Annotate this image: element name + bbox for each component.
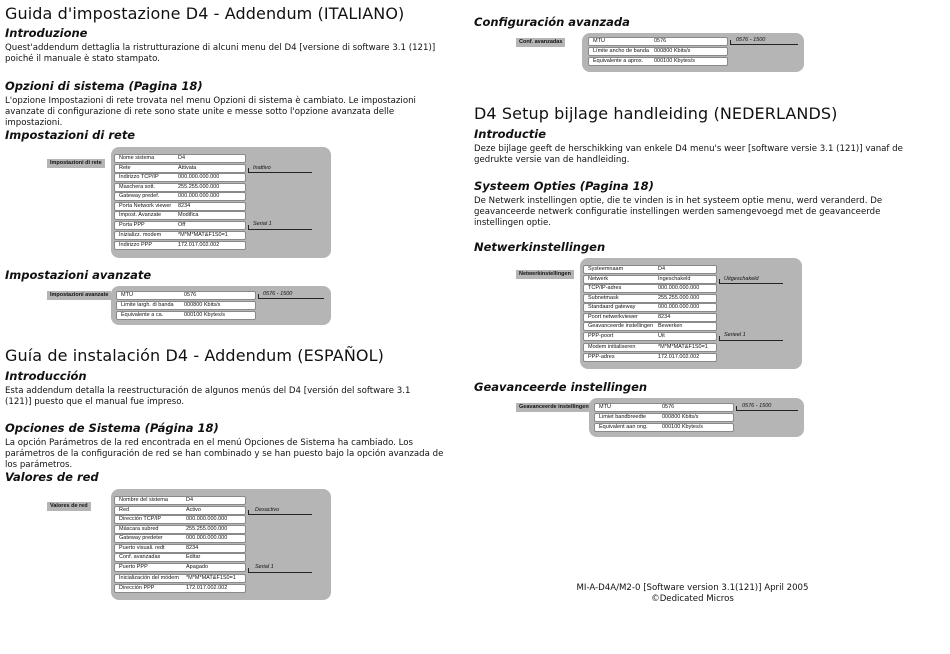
italian-network-note-inactive: Inattivo bbox=[253, 165, 271, 171]
bracket-line bbox=[719, 283, 783, 284]
italian-advanced-note-range: 0576 - 1500 bbox=[263, 291, 293, 297]
menu-row[interactable] bbox=[583, 303, 717, 312]
italian-title: Guida d'impostazione D4 - Addendum (ITALIANO) bbox=[5, 4, 405, 23]
row-label: Porta Network viewer bbox=[119, 203, 172, 209]
row-label: MTU bbox=[599, 404, 611, 410]
dutch-title: D4 Setup bijlage handleiding (NEDERLANDS) bbox=[474, 104, 838, 123]
row-value: Modifica bbox=[178, 212, 199, 218]
row-label: Nome sistema bbox=[119, 155, 155, 161]
row-value: 000.000.000.000 bbox=[186, 535, 228, 541]
row-label: Indirizzo TCP/IP bbox=[119, 174, 159, 180]
row-value: 000100 Kbytes/s bbox=[662, 424, 703, 430]
italian-options-heading: Opzioni di sistema (Pagina 18) bbox=[5, 79, 203, 93]
bracket-line bbox=[248, 229, 312, 230]
menu-row[interactable] bbox=[114, 496, 246, 505]
row-label: Standaard gateway bbox=[588, 304, 636, 310]
bracket-line bbox=[719, 340, 783, 341]
row-label: Gateway predef. bbox=[119, 193, 160, 199]
menu-row[interactable] bbox=[114, 173, 246, 182]
italian-options-text: L'opzione Impostazioni di rete trovata nel menu Opzioni di sistema è cambiato. Le impostazioni avanzate di configurazione di rete sono state unite e messe sotto l'opzione avanzata delle impostazioni. bbox=[5, 96, 416, 128]
row-label: Subnetmask bbox=[588, 295, 619, 301]
row-value: 000100 Kbytes/s bbox=[654, 58, 695, 64]
italian-network-heading: Impostazioni di rete bbox=[5, 128, 136, 142]
spanish-network-heading: Valores de red bbox=[5, 470, 99, 484]
document-footer bbox=[560, 583, 825, 605]
spanish-options-text: La opción Parámetros de la red encontrada en el menú Opciones de Sistema ha cambiado. Los parámetros de la configuración de red se han combinado y se han puesto bajo la opción avanzada de los parámetros. bbox=[5, 438, 444, 470]
row-value: 172.017.002.002 bbox=[658, 354, 700, 360]
row-label: Netwerk bbox=[588, 276, 609, 282]
menu-row[interactable] bbox=[116, 301, 256, 310]
menu-row[interactable] bbox=[588, 57, 728, 66]
row-label: Dirección PPP bbox=[119, 585, 155, 591]
row-label: Impost. Avanzate bbox=[119, 212, 162, 218]
row-value: Activo bbox=[186, 507, 201, 513]
menu-row[interactable] bbox=[583, 275, 717, 284]
spanish-network-tag: Valores de red bbox=[47, 502, 91, 511]
menu-row[interactable] bbox=[114, 241, 246, 250]
menu-row[interactable] bbox=[594, 413, 734, 422]
row-label: Máscara subred bbox=[119, 526, 159, 532]
row-value: 0576 bbox=[184, 292, 197, 298]
spanish-options-heading: Opciones de Sistema (Página 18) bbox=[5, 421, 219, 435]
footer-copyright: ©Dedicated Micros bbox=[651, 594, 734, 604]
menu-row[interactable] bbox=[583, 343, 717, 352]
row-value: Editar bbox=[186, 554, 201, 560]
row-label: PPP-adres bbox=[588, 354, 615, 360]
row-value: 0576 bbox=[662, 404, 675, 410]
row-value: Attivata bbox=[178, 165, 197, 171]
row-label: MTU bbox=[121, 292, 133, 298]
row-label: Modem initialiseren bbox=[588, 344, 636, 350]
italian-network-note-serial: Serial 1 bbox=[253, 221, 272, 227]
row-value: D4 bbox=[186, 497, 194, 503]
dutch-network-note-serial: Serieel 1 bbox=[724, 332, 746, 338]
menu-row[interactable] bbox=[114, 563, 246, 572]
row-value: 255.255.000.000 bbox=[178, 184, 220, 190]
italian-advanced-heading: Impostazioni avanzate bbox=[5, 268, 152, 282]
row-value: 000.000.000.000 bbox=[658, 285, 700, 291]
row-value: 000800 Kbits/s bbox=[654, 48, 691, 54]
row-label: Poort netwerkviewer bbox=[588, 314, 638, 320]
menu-row[interactable] bbox=[594, 403, 734, 412]
menu-row[interactable] bbox=[114, 574, 246, 583]
menu-row[interactable] bbox=[114, 525, 246, 534]
bracket-line bbox=[258, 298, 324, 299]
menu-row[interactable] bbox=[583, 313, 717, 322]
menu-row[interactable] bbox=[114, 192, 246, 201]
row-value: 000.000.000.000 bbox=[178, 193, 220, 199]
row-label: Geavanceerde instellingen bbox=[588, 323, 654, 329]
row-label: TCP/IP-adres bbox=[588, 285, 622, 291]
row-label: Nombre del sistema bbox=[119, 497, 168, 503]
bracket-line bbox=[736, 410, 798, 411]
dutch-advanced-note-range: 0576 - 1500 bbox=[742, 403, 772, 409]
dutch-network-heading: Netwerkinstellingen bbox=[474, 240, 606, 254]
row-value: 255.255.000.000 bbox=[186, 526, 228, 532]
menu-row[interactable] bbox=[583, 322, 717, 331]
footer-version: MI-A-D4A/M2-0 [Software version 3.1(121)] April 2005 bbox=[576, 583, 809, 593]
menu-row[interactable] bbox=[114, 202, 246, 211]
bracket-line bbox=[248, 514, 312, 515]
dutch-advanced-tag: Geavanceerde instellingen bbox=[516, 403, 592, 412]
row-value: 000100 Kbytes/s bbox=[184, 312, 225, 318]
row-value: 000.000.000.000 bbox=[186, 516, 228, 522]
menu-row[interactable] bbox=[114, 231, 246, 240]
spanish-intro-heading: Introducción bbox=[5, 369, 87, 383]
row-label: Dirección TCP/IP bbox=[119, 516, 162, 522]
row-label: Limiet bandbreedte bbox=[599, 414, 647, 420]
menu-row[interactable] bbox=[588, 37, 728, 46]
row-value: 000800 Kbits/s bbox=[662, 414, 699, 420]
row-label: Gateway predeter bbox=[119, 535, 163, 541]
row-label: Rete bbox=[119, 165, 131, 171]
row-label: Puerto PPP bbox=[119, 564, 148, 570]
row-label: MTU bbox=[593, 38, 605, 44]
row-label: Puerto visuali. redt bbox=[119, 545, 165, 551]
row-label: Limite largh. di banda bbox=[121, 302, 174, 308]
row-label: Inizializz. modem bbox=[119, 232, 162, 238]
row-value: 8234 bbox=[186, 545, 199, 551]
menu-row[interactable] bbox=[114, 154, 246, 163]
menu-row[interactable] bbox=[583, 294, 717, 303]
spanish-advanced-heading: Configuración avanzada bbox=[474, 15, 630, 29]
spanish-intro-text: Esta addendum detalla la reestructuración de algunos menús del D4 [versión del software 3.1 (121)] puesto que el manual fue impreso. bbox=[5, 386, 411, 407]
menu-row[interactable] bbox=[114, 211, 246, 220]
dutch-network-tag: Netwerkinstellingen bbox=[516, 270, 574, 279]
row-label: Inicialización del módem bbox=[119, 575, 179, 581]
row-value: 172.017.002.002 bbox=[186, 585, 228, 591]
row-label: Systeemnaam bbox=[588, 266, 624, 272]
row-value: 172.017.002.002 bbox=[178, 242, 220, 248]
row-value: *M*M*MAT&F1S0=1 bbox=[658, 344, 708, 350]
menu-row[interactable] bbox=[114, 584, 246, 593]
row-value: D4 bbox=[178, 155, 186, 161]
spanish-network-note-inactive: Desactivo bbox=[255, 507, 280, 513]
menu-row[interactable] bbox=[116, 311, 256, 320]
menu-row[interactable] bbox=[588, 47, 728, 56]
spanish-title: Guía de instalación D4 - Addendum (ESPAÑOL) bbox=[5, 346, 384, 365]
menu-row[interactable] bbox=[114, 164, 246, 173]
row-label: Red bbox=[119, 507, 130, 513]
menu-row[interactable] bbox=[594, 423, 734, 432]
bracket-line bbox=[248, 172, 312, 173]
dutch-options-heading: Systeem Opties (Pagina 18) bbox=[474, 179, 654, 193]
menu-row[interactable] bbox=[114, 553, 246, 562]
menu-row[interactable] bbox=[114, 221, 246, 230]
row-value: Ingeschakeld bbox=[658, 276, 691, 282]
row-label: Indirizzo PPP bbox=[119, 242, 153, 248]
row-value: 000.000.000.000 bbox=[178, 174, 220, 180]
bracket-line bbox=[248, 572, 312, 573]
dutch-advanced-heading: Geavanceerde instellingen bbox=[474, 380, 648, 394]
dutch-intro-text: Deze bijlage geeft de herschikking van enkele D4 menu's weer [software versie 3.1 (121)] vanaf de gedrukte versie van de handleiding. bbox=[474, 144, 903, 165]
row-label: Maschera sott. bbox=[119, 184, 156, 190]
menu-row[interactable] bbox=[114, 183, 246, 192]
menu-row[interactable] bbox=[583, 353, 717, 362]
italian-intro-heading: Introduzione bbox=[5, 26, 88, 40]
row-value: Uit bbox=[658, 333, 665, 339]
spanish-advanced-note-range: 0576 - 1500 bbox=[736, 37, 766, 43]
row-label: Equivalent aan ong. bbox=[599, 424, 648, 430]
row-value: 255.255.000.000 bbox=[658, 295, 700, 301]
dutch-network-note-disabled: Uitgeschakeld bbox=[724, 276, 759, 282]
dutch-intro-heading: Introductie bbox=[474, 127, 547, 141]
row-value: 0576 bbox=[654, 38, 667, 44]
row-value: *M*M*MAT&F1S0=1 bbox=[186, 575, 236, 581]
menu-row[interactable] bbox=[583, 284, 717, 293]
row-value: *M*M*MAT&F1S0=1 bbox=[178, 232, 228, 238]
row-value: 000.000.000.000 bbox=[658, 304, 700, 310]
row-value: Off bbox=[178, 222, 186, 228]
row-label: PPP-poort bbox=[588, 333, 614, 339]
italian-intro-text: Quest'addendum dettaglia la ristrutturazione di alcuni menu del D4 [versione di software 3.1 (121)] poiché il manuale è stato stampato. bbox=[5, 43, 436, 64]
menu-row[interactable] bbox=[114, 515, 246, 524]
menu-row[interactable] bbox=[114, 534, 246, 543]
spanish-advanced-tag: Conf. avanzadas bbox=[516, 38, 565, 47]
menu-row[interactable] bbox=[116, 291, 256, 300]
menu-row[interactable] bbox=[114, 506, 246, 515]
row-value: 000800 Kbits/s bbox=[184, 302, 221, 308]
row-label: Equivalente a ca. bbox=[121, 312, 164, 318]
spanish-network-note-serial: Serial 1 bbox=[255, 564, 274, 570]
row-label: Equivalente a aprox. bbox=[593, 58, 644, 64]
row-value: 8234 bbox=[178, 203, 191, 209]
italian-advanced-tag: Impostazioni avanzate bbox=[47, 291, 111, 300]
bracket-line bbox=[730, 44, 798, 45]
row-label: Conf. avanzadas bbox=[119, 554, 161, 560]
row-value: D4 bbox=[658, 266, 666, 272]
menu-row[interactable] bbox=[583, 332, 717, 341]
row-label: Límite ancho de banda bbox=[593, 48, 649, 54]
row-label: Porta PPP bbox=[119, 222, 145, 228]
italian-network-tag: Impostazioni di rete bbox=[47, 159, 105, 168]
dutch-options-text: De Netwerk instellingen optie, die te vinden is in het systeem optie menu, werd veranderd. De geavanceerde netwerk configuratie instellingen werden samengevoegd met de geavanceerde instellingen optie. bbox=[474, 196, 883, 228]
menu-row[interactable] bbox=[114, 544, 246, 553]
row-value: 8234 bbox=[658, 314, 671, 320]
menu-row[interactable] bbox=[583, 265, 717, 274]
row-value: Apagado bbox=[186, 564, 209, 570]
row-value: Bewerken bbox=[658, 323, 683, 329]
